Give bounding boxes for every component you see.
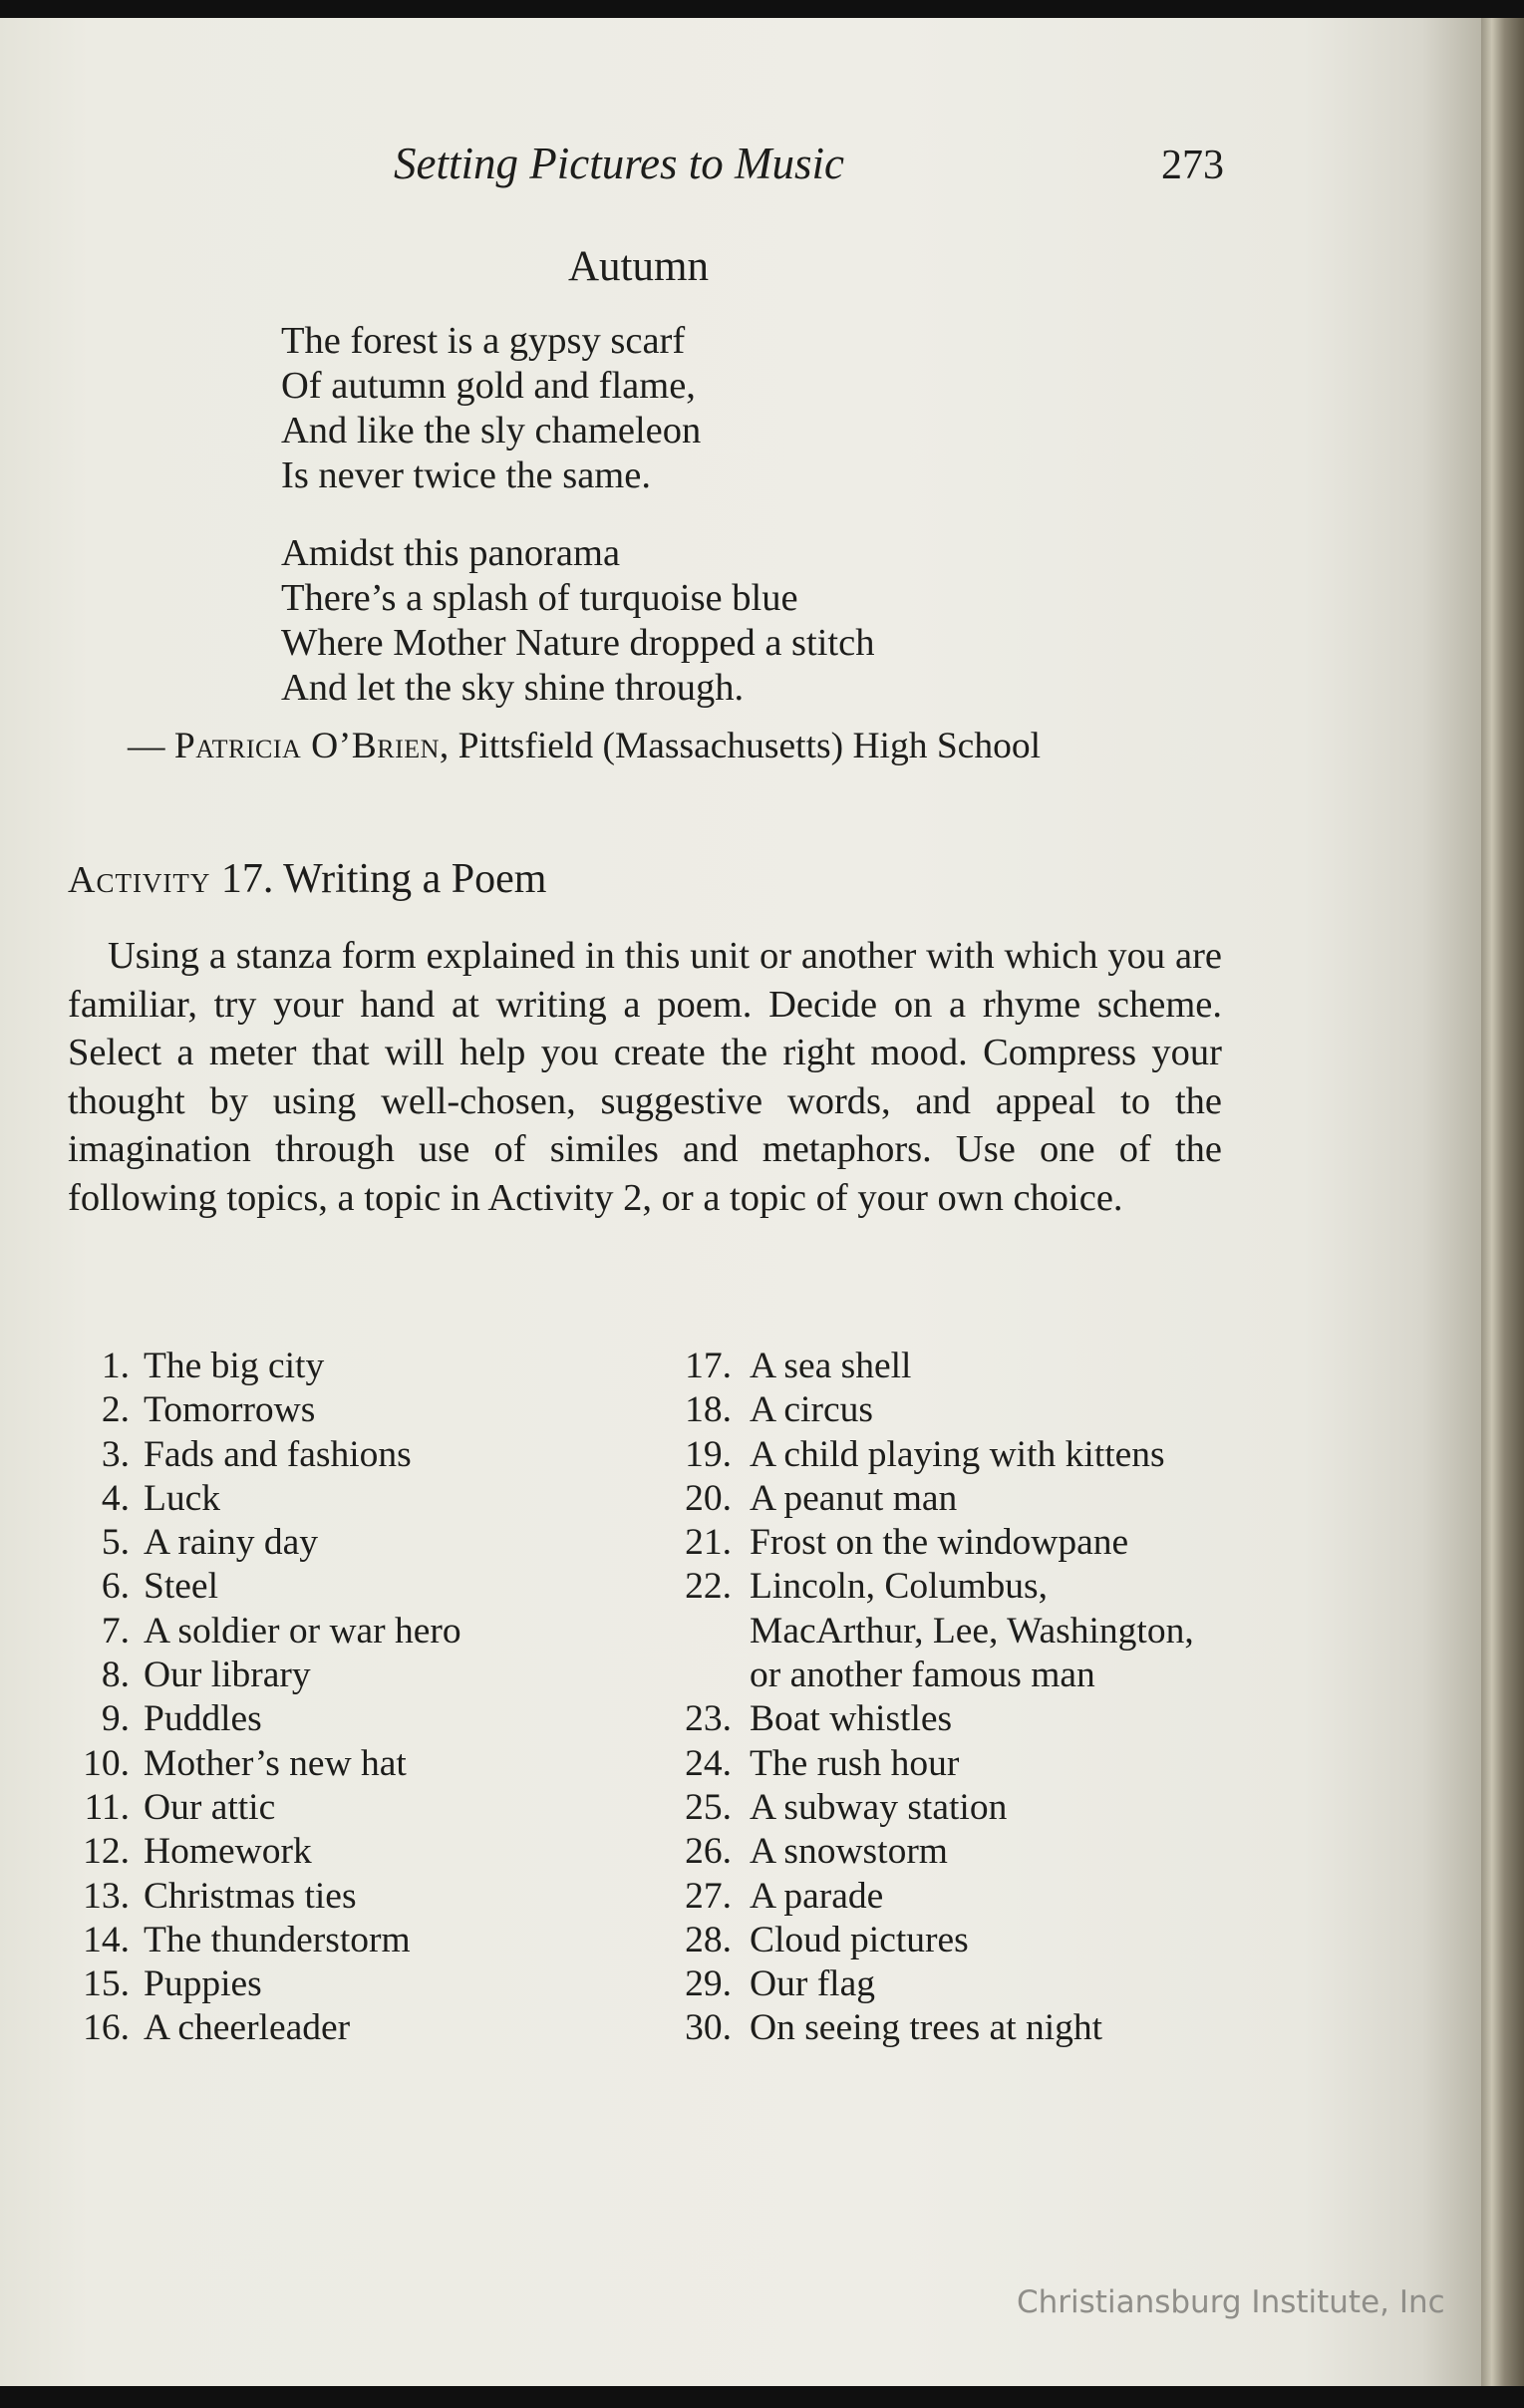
topic-text: The thunderstorm [144, 1919, 411, 1960]
topic-number: 26. [685, 1831, 732, 1873]
activity-instructions: Using a stanza form explained in this unit or another with which you are familiar, try your hand at writing a poem. Decide on a rhyme scheme. Select a meter that will help you create the right mood. Compress your thought by using well-chosen, suggestive words, and appeal to the imagination through use of similes and metaphors. Use one of the following topics, a topic in Activity 2, or a topic of your own choice. [68, 935, 1222, 1219]
topic-text: Christmas ties [144, 1875, 357, 1917]
topic-text: A snowstorm [750, 1831, 948, 1873]
activity-label: Activity [68, 859, 211, 901]
poem-line: Of autumn gold and flame, [281, 365, 696, 407]
topic-item [668, 1742, 1226, 1786]
topic-number: 20. [685, 1477, 732, 1519]
topic-number: 11. [84, 1786, 130, 1828]
topic-text: Lincoln, Columbus, MacArthur, Lee, Washington, or another famous man [750, 1566, 1194, 1696]
topic-text: The rush hour [750, 1742, 960, 1784]
topic-list-right [668, 1345, 1226, 2051]
topic-item [60, 1786, 618, 1830]
topic-number: 29. [685, 1963, 732, 2005]
topic-text: Boat whistles [750, 1698, 953, 1740]
topic-item [668, 1477, 1226, 1521]
topic-number: 23. [685, 1698, 732, 1740]
topic-number: 9. [101, 1698, 130, 1740]
poem-line: There’s a splash of turquoise blue [281, 577, 798, 619]
poem-stanza-2 [281, 531, 874, 711]
activity-number: 17. [220, 856, 274, 902]
topic-number: 25. [685, 1786, 732, 1828]
poem-line: Amidst this panorama [281, 532, 621, 574]
topic-number: 17. [685, 1346, 732, 1386]
topic-number: 18. [685, 1389, 732, 1431]
topic-number: 10. [83, 1742, 130, 1784]
author-school: , Pittsfield (Massachusetts) High School [439, 726, 1041, 766]
topic-item [668, 2006, 1226, 2050]
topic-text: Puppies [144, 1963, 262, 2005]
topic-item [60, 1521, 618, 1565]
topic-number: 21. [685, 1522, 732, 1564]
topic-text: Cloud pictures [750, 1919, 969, 1960]
watermark-text: Christiansburg Institute, Inc [1017, 2284, 1445, 2320]
poem-attribution [128, 725, 1041, 767]
topic-text: A child playing with kittens [750, 1433, 1165, 1475]
topic-item [60, 1654, 618, 1697]
activity-heading [68, 855, 546, 903]
topic-item [668, 1345, 1226, 1388]
topic-item [60, 1433, 618, 1477]
topic-number: 13. [83, 1875, 130, 1917]
poem-stanza-1 [281, 319, 701, 498]
topic-number: 19. [685, 1433, 732, 1475]
topic-text: Luck [144, 1477, 221, 1519]
topic-item [60, 1830, 618, 1874]
topic-item [668, 1962, 1226, 2006]
topic-number: 15. [83, 1963, 130, 2005]
topic-text: Our attic [144, 1786, 276, 1828]
topic-text: Frost on the windowpane [750, 1522, 1129, 1564]
topic-text: A subway station [750, 1786, 1008, 1828]
poem-line: And let the sky shine through. [281, 667, 745, 709]
topic-text: Fads and fashions [144, 1433, 412, 1475]
topic-item [60, 1565, 618, 1609]
topic-item [60, 1345, 618, 1388]
page-number: 273 [1161, 143, 1224, 188]
poem-line: And like the sly chameleon [281, 410, 702, 452]
topic-list-left [60, 1345, 618, 2051]
topic-number: 2. [101, 1389, 130, 1431]
topic-item [60, 1388, 618, 1432]
topic-text: Puddles [144, 1698, 262, 1740]
topic-number: 7. [101, 1610, 130, 1652]
topic-number: 6. [101, 1566, 130, 1608]
poem-line: The forest is a gypsy scarf [281, 320, 686, 362]
topic-text: A rainy day [144, 1522, 318, 1564]
topic-text: Our library [144, 1655, 311, 1696]
attribution-dash: — [128, 726, 174, 766]
topic-item [60, 1477, 618, 1521]
topic-number: 4. [101, 1477, 130, 1519]
topic-item [60, 1697, 618, 1741]
topic-number: 16. [83, 2007, 130, 2049]
topic-number: 1. [101, 1346, 130, 1386]
topic-number: 27. [685, 1875, 732, 1917]
topic-item [60, 1875, 618, 1919]
topic-text: A cheerleader [144, 2007, 351, 2049]
topic-number: 3. [101, 1433, 130, 1475]
topic-number: 5. [101, 1522, 130, 1564]
topic-item [668, 1388, 1226, 1432]
topic-item [668, 1697, 1226, 1741]
topic-item [668, 1830, 1226, 1874]
topic-number: 24. [685, 1742, 732, 1784]
topic-number: 14. [83, 1919, 130, 1960]
topic-item [668, 1521, 1226, 1565]
topic-text: Mother’s new hat [144, 1742, 407, 1784]
topic-text: On seeing trees at night [750, 2007, 1103, 2049]
topic-number: 12. [83, 1831, 130, 1873]
topic-item [668, 1433, 1226, 1477]
topic-text: The big city [144, 1346, 325, 1386]
book-spine-edge [1481, 18, 1524, 2386]
activity-title: Writing a Poem [283, 856, 547, 902]
topic-item [60, 1919, 618, 1962]
topic-number: 8. [101, 1655, 130, 1696]
poem-line: Is never twice the same. [281, 454, 651, 496]
topic-text: A soldier or war hero [144, 1610, 461, 1652]
topic-text: Steel [144, 1566, 218, 1608]
topic-item [60, 1962, 618, 2006]
topic-text: A peanut man [750, 1477, 958, 1519]
topic-number: 30. [685, 2007, 732, 2049]
topic-text: Homework [144, 1831, 312, 1873]
topic-text: Tomorrows [144, 1389, 316, 1431]
topic-item [668, 1919, 1226, 1962]
topic-text: Our flag [750, 1963, 875, 2005]
running-head-title: Setting Pictures to Music [394, 139, 844, 188]
poem-title: Autumn [568, 243, 709, 290]
topic-item [60, 1610, 618, 1654]
poem-line: Where Mother Nature dropped a stitch [281, 622, 875, 664]
topic-item [668, 1565, 1226, 1697]
topic-text: A circus [750, 1389, 873, 1431]
topic-text: A sea shell [750, 1346, 912, 1386]
topic-item [60, 1742, 618, 1786]
topic-text: A parade [750, 1875, 884, 1917]
author-name: Patricia O’Brien [173, 726, 440, 766]
topic-item [668, 1875, 1226, 1919]
topic-item [668, 1786, 1226, 1830]
topic-item [60, 2006, 618, 2050]
topic-number: 28. [685, 1919, 732, 1960]
topic-number: 22. [685, 1566, 732, 1608]
